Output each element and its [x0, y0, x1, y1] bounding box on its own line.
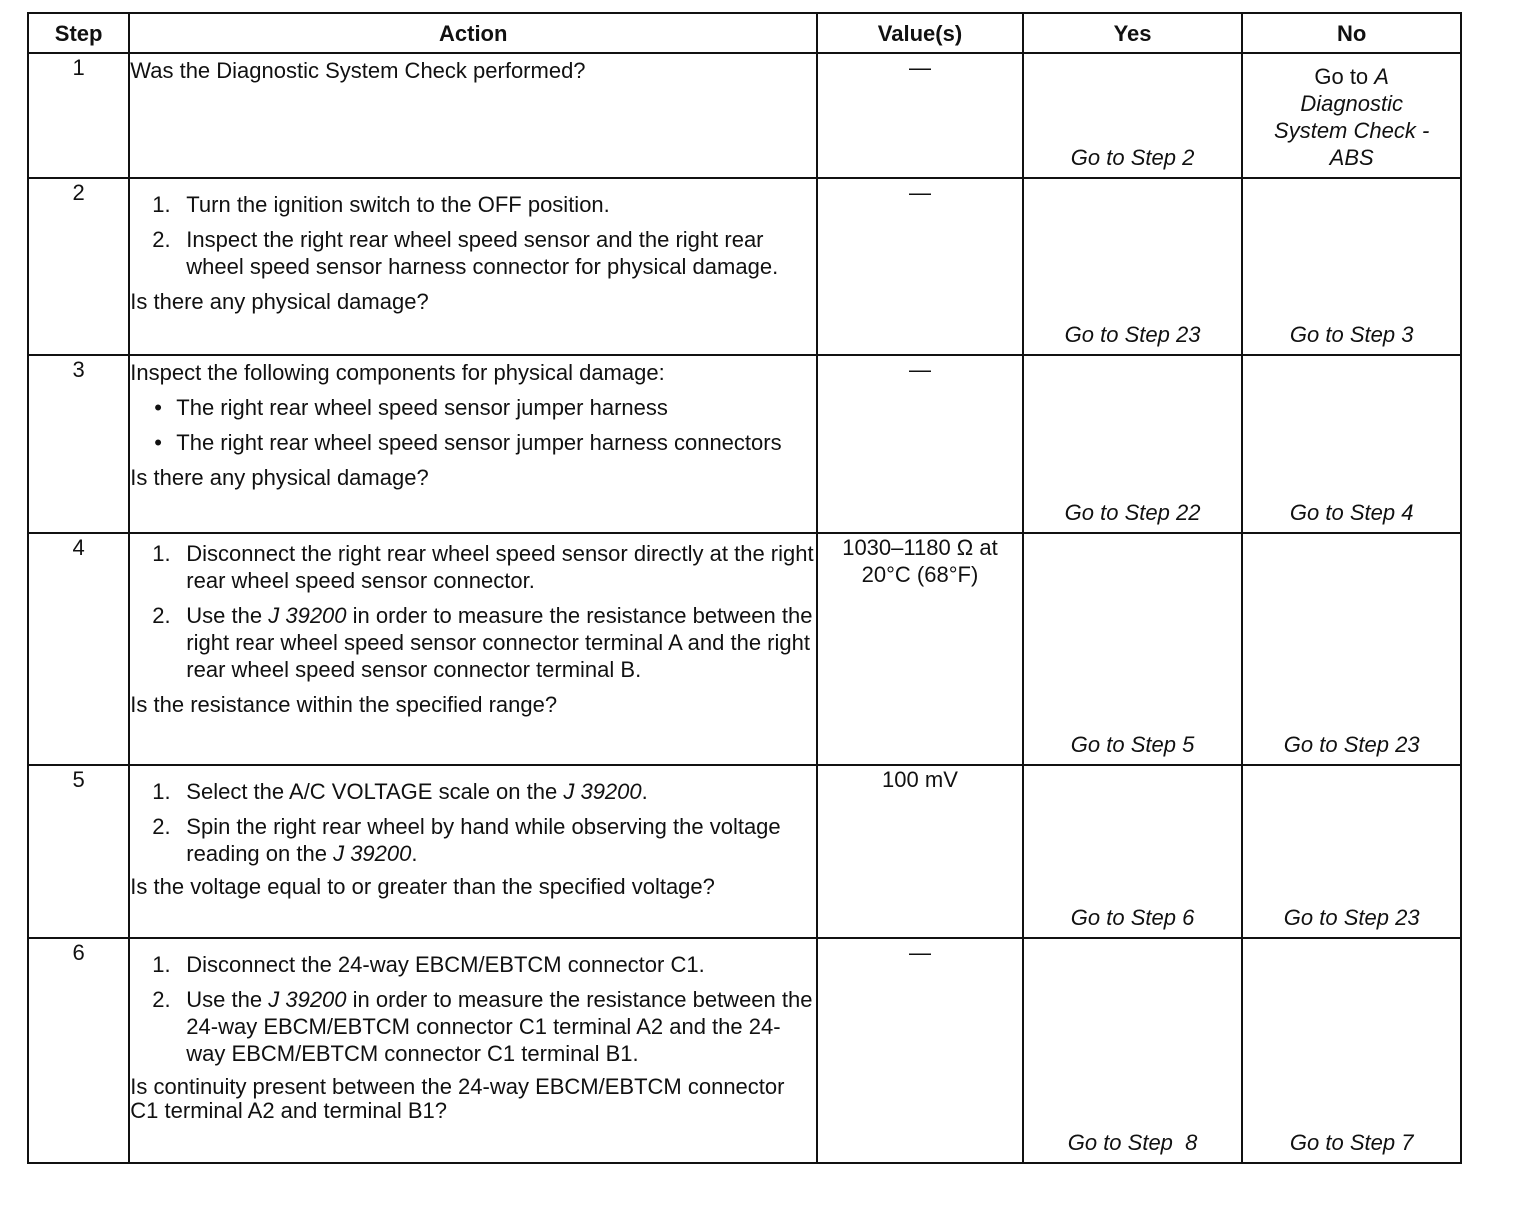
table-row [28, 533, 1461, 765]
yes-result: Go to Step 8 [1067, 1130, 1198, 1155]
no-result: Go to Step 23 [1283, 905, 1420, 930]
tool-reference: J 39200 [333, 841, 412, 866]
no-result: Go to Step 23 [1283, 732, 1420, 757]
header-yes: Yes [1023, 13, 1243, 53]
value-text: — [908, 180, 931, 205]
value-text: — [908, 357, 931, 382]
action-cell [129, 765, 817, 938]
tool-reference: J 39200 [563, 779, 642, 804]
action-step: 2. Use the J 39200 in order to measure the resistance between the right rear wheel speed sensor connector terminal A and the right rear wheel speed sensor connector terminal B. [152, 603, 813, 682]
step-number: 5 [28, 765, 129, 938]
action-bullet: • The right rear wheel speed sensor jumper harness [154, 395, 668, 420]
value-cell [817, 178, 1023, 355]
action-steps [130, 191, 816, 280]
yes-result: Go to Step 23 [1064, 322, 1201, 347]
action-step: 1. Turn the ignition switch to the OFF position. [152, 192, 610, 217]
step-number: 6 [28, 938, 129, 1163]
diagnostic-table [27, 12, 1462, 1164]
no-result [1243, 63, 1460, 171]
action-question: Is the voltage equal to or greater than the specified voltage? [130, 874, 715, 899]
yes-cell [1023, 178, 1243, 355]
value-text: — [908, 940, 931, 965]
yes-result: Go to Step 2 [1070, 145, 1195, 170]
action-cell [129, 355, 817, 533]
step-number: 4 [28, 533, 129, 765]
yes-result: Go to Step 22 [1064, 500, 1201, 525]
yes-cell [1023, 533, 1243, 765]
action-bullets [130, 394, 816, 456]
no-cell [1242, 53, 1461, 178]
value-text: — [908, 55, 931, 80]
action-step: 1. Select the A/C VOLTAGE scale on the J 39200. [152, 779, 648, 804]
header-step: Step [28, 13, 129, 53]
no-result: Go to Step 4 [1289, 500, 1414, 525]
action-step: 2. Spin the right rear wheel by hand while observing the voltage reading on the J 39200. [152, 814, 781, 866]
tool-reference: J 39200 [268, 987, 347, 1012]
no-cell [1242, 765, 1461, 938]
yes-result: Go to Step 6 [1070, 905, 1195, 930]
value-text: 1030–1180 Ω at 20°C (68°F) [842, 535, 998, 587]
no-cell [1242, 178, 1461, 355]
no-result: Go to Step 3 [1289, 322, 1414, 347]
action-cell [129, 938, 817, 1163]
action-step: 2. Inspect the right rear wheel speed sensor and the right rear wheel speed sensor harness connector for physical damage. [152, 227, 779, 279]
action-question: Is the resistance within the specified range? [130, 692, 558, 717]
value-cell [817, 53, 1023, 178]
no-cell [1242, 938, 1461, 1163]
action-question: Is there any physical damage? [130, 289, 429, 314]
header-value: Value(s) [817, 13, 1023, 53]
action-steps [130, 778, 816, 867]
action-step: 2. Use the J 39200 in order to measure the resistance between the 24-way EBCM/EBTCM connector C1 terminal A2 and the 24-way EBCM/EBTCM connector C1 terminal B1. [152, 987, 813, 1066]
no-cell [1242, 533, 1461, 765]
value-cell [817, 938, 1023, 1163]
action-question: Is there any physical damage? [130, 465, 429, 490]
value-cell [817, 533, 1023, 765]
value-cell [817, 355, 1023, 533]
action-step: 1. Disconnect the 24-way EBCM/EBTCM connector C1. [152, 952, 705, 977]
no-cell [1242, 355, 1461, 533]
yes-result: Go to Step 5 [1070, 732, 1195, 757]
action-question: Was the Diagnostic System Check performed? [130, 58, 586, 83]
table-row [28, 938, 1461, 1163]
action-steps [130, 951, 816, 1067]
action-question: Is continuity present between the 24-way EBCM/EBTCM connector C1 terminal A2 and terminal B1? [130, 1074, 785, 1123]
table-row [28, 765, 1461, 938]
tool-reference: J 39200 [268, 603, 347, 628]
action-intro: Inspect the following components for physical damage: [130, 360, 665, 385]
no-result: Go to Step 7 [1289, 1130, 1414, 1155]
table-row [28, 53, 1461, 178]
yes-cell [1023, 355, 1243, 533]
table-row [28, 355, 1461, 533]
yes-cell [1023, 938, 1243, 1163]
action-cell [129, 178, 817, 355]
table-row [28, 178, 1461, 355]
yes-cell [1023, 53, 1243, 178]
yes-cell [1023, 765, 1243, 938]
header-action: Action [129, 13, 817, 53]
step-number: 2 [28, 178, 129, 355]
action-cell [129, 533, 817, 765]
step-number: 1 [28, 53, 129, 178]
value-text: 100 mV [882, 767, 958, 792]
action-bullet: • The right rear wheel speed sensor jumper harness connectors [154, 430, 782, 455]
step-number: 3 [28, 355, 129, 533]
action-steps [130, 540, 816, 683]
value-cell [817, 765, 1023, 938]
no-result-link: Go to A Diagnostic System Check - ABS [1274, 64, 1430, 170]
action-cell [129, 53, 817, 178]
action-step: 1. Disconnect the right rear wheel speed sensor directly at the right rear wheel speed sensor connector. [152, 541, 814, 593]
header-no: No [1242, 13, 1461, 53]
header-row [28, 13, 1461, 53]
